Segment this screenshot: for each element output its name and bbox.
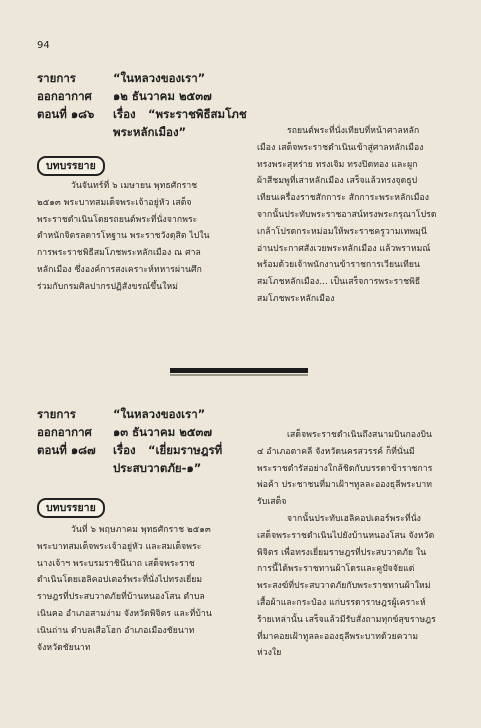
text-line: พระบาทสมเด็จพระเจ้าอยู่หัว และสมเด็จพระ [37, 541, 202, 552]
text-line: หลักเมือง ซึ่งองค์การสงเคราะห์ทหารผ่านศึก [37, 264, 202, 275]
narration-right-column [257, 427, 453, 662]
airdate-label: ออกอากาศ [37, 89, 92, 103]
narration-left-column [37, 178, 237, 296]
section-divider-shadow [170, 374, 308, 376]
text-line: ราษฎรที่ประสบวาตภัยที่บ้านหนองโสน ตำบล [37, 592, 205, 603]
text-line: วันที่ ๖ พฤษภาคม พุทธศักราช ๒๕๑๓ [71, 525, 211, 535]
text-line: ที่มาคอยเฝ้าทูลละอองธุลีพระบาทด้วยความ [257, 631, 419, 642]
text-line: การนี้ได้พระราชทานผ้าโดรและคูปัจจัยแด่ [257, 564, 415, 575]
airdate-label: ออกอากาศ [37, 425, 92, 439]
text-line: อ่านประกาศสังเวยพระหลักเมือง แล้วพราหมณ์ [257, 243, 431, 254]
text-line: เนินฅอ อำเภอสามง่าม จังหวัดพิจิตร และที่บ้าน [37, 608, 212, 619]
text-line: พระราชดำเนินโดยรถยนต์พระที่นั่งจากพระ [37, 214, 198, 225]
text-line: พิจิตร เพื่อทรงเยี่ยมราษฎรที่ประสบวาตภัย ใน [257, 547, 427, 558]
program-label: รายการ [37, 71, 76, 85]
text-line: จากนั้นประทับเฮลิคอปเตอร์พระที่นั่ง [287, 513, 421, 524]
episode-title-line1: “พระราชพิธีสมโภช [148, 107, 247, 121]
program-label: รายการ [37, 407, 76, 421]
text-line: สมโภชพระหลักเมือง [257, 293, 335, 304]
text-line: จากนั้นประทับพระราชอาสน์ทรงพระกรุณาโปรด [257, 209, 437, 220]
section-divider [170, 368, 308, 373]
text-line: ตำหนักจิตรลดารโหฐาน พระราชวังดุสิต ไปใน [37, 231, 210, 242]
title-prefix: เรื่อง [113, 107, 136, 121]
text-line: เทียนเครื่องราชสักการะ สักการะพระหลักเมือง [257, 193, 430, 204]
text-line: ทรงพระสุหร่าย ทรงเจิม ทรงปิดทอง และผูก [257, 159, 418, 170]
text-line: การพระราชพิธีสมโภชพระหลักเมือง ณ ศาล [37, 248, 201, 259]
text-line: นางเจ้าฯ พระบรมราชินีนาถ เสด็จพระราช [37, 558, 195, 569]
narration-left-column [37, 522, 237, 656]
text-line: ๒๕๑๓ พระบาทสมเด็จพระเจ้าอยู่หัว เสด็จ [37, 197, 192, 208]
text-line: เกล้าโปรดกระหม่อมให้พระราชครูวามเทพมุนี [257, 226, 427, 237]
text-line: เสื้อผ้าและกระป๋อง แก่บรรดาราษฎรผู้เคราะห์ [257, 597, 426, 608]
narration-right-column [257, 123, 453, 308]
text-line: ห่วงใย [257, 648, 282, 659]
text-line: ดำเนินโดยเฮลิคอปเตอร์พระที่นั่งไปทรงเยี่ยม [37, 575, 203, 586]
text-line: ผ้าสีชมพูที่เสาหลักเมือง เสร็จแล้วทรงจุดธูป [257, 176, 418, 187]
text-line: จังหวัดชัยนาท [37, 642, 91, 653]
text-line: รับเสด็จ [257, 497, 287, 508]
episode-label: ตอนที่ ๑๘๖ [37, 107, 95, 121]
episode-label: ตอนที่ ๑๘๗ [37, 443, 96, 457]
text-line: ร้ายเหล่านั้น เสร็จแล้วมีรับสั่งถามทุกข์สุขราษฎร [257, 614, 436, 625]
episode-title-line2: ประสบวาตภัย-๑” [113, 461, 202, 475]
narration-badge: บทบรรยาย [37, 498, 105, 518]
title-prefix: เรื่อง [113, 443, 136, 457]
text-line: เนินถ่าน ตำบลเสือโฮก อำเภอเมืองชัยนาท [37, 625, 195, 636]
airdate-value: ๑๓ ธันวาคม ๒๕๓๗ [113, 425, 213, 439]
text-line: ร่วมกับกรมศิลปากรปฏิสังขรณ์ขึ้นใหม่ [37, 281, 179, 292]
text-line: พ่อค้า ประชาชนที่มาเฝ้าฯทูลละอองธุลีพระบาท [257, 480, 433, 491]
episode-title-line1: “เยี่ยมราษฎรที่ [148, 443, 223, 457]
text-line: รถยนต์พระที่นั่งเทียบที่หน้าศาลหลัก [287, 126, 420, 136]
episode-title-line2: พระหลักเมือง” [113, 125, 187, 139]
program-value: “ในหลวงของเรา” [113, 407, 206, 421]
text-line: สมโภชหลักเมือง... เป็นเสร็จการพระราชพิธี [257, 277, 421, 288]
page-number: 94 [37, 40, 50, 51]
text-line: พระราชดำรัสอย่างใกล้ชิดกับบรรดาข้าราชการ [257, 463, 433, 474]
text-line: วันจันทร์ที่ ๖ เมษายน พุทธศักราช [71, 181, 198, 191]
text-line: เสด็จพระราชดำเนินไปยังบ้านหนองโสน จังหวัด [257, 530, 435, 541]
text-line: เสด็จพระราชดำเนินถึงสนามบินกองบิน [287, 430, 432, 440]
text-line: ๔ อำเภอตาคลี จังหวัดนครสวรรค์ ก็ที่นั่นมี [257, 446, 415, 457]
program-value: “ในหลวงของเรา” [113, 71, 206, 85]
airdate-value: ๑๒ ธันวาคม ๒๕๓๗ [113, 89, 212, 103]
narration-badge: บทบรรยาย [37, 156, 105, 176]
text-line: พร้อมด้วยเจ้าพนักงานข้าราชการเวียนเทียน [257, 260, 420, 271]
text-line: เมือง เสด็จพระราชดำเนินเข้าสู่ศาลหลักเมือง [257, 142, 424, 153]
text-line: พระสงฆ์ที่ประสบวาตภัยกับพระราชทานผ้าใหม่ [257, 581, 431, 592]
